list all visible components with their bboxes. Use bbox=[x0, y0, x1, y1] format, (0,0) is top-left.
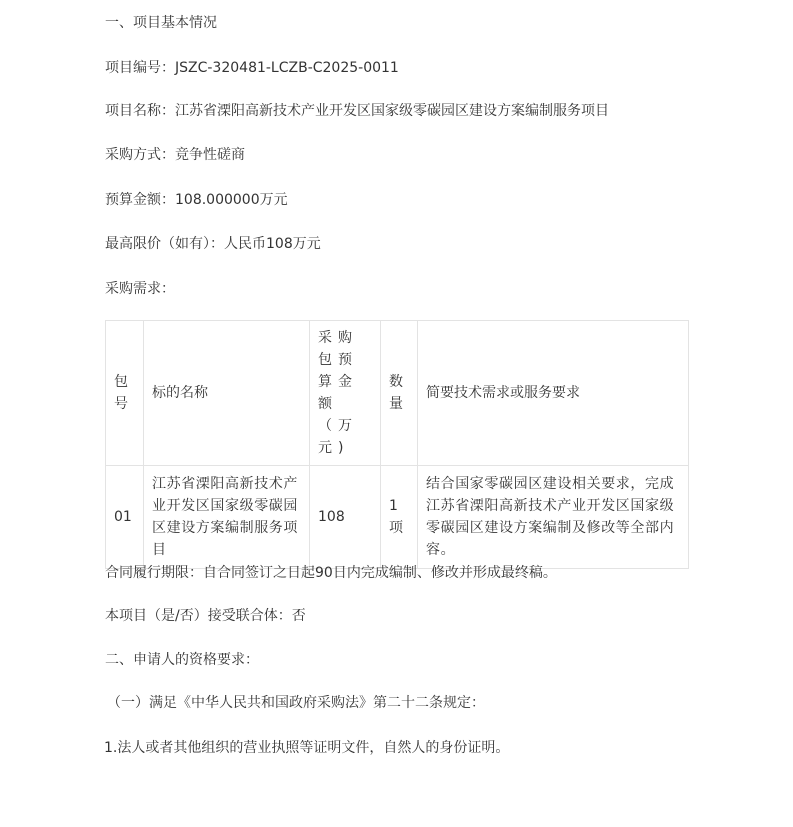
procurement-method-value: 竞争性磋商 bbox=[175, 147, 245, 163]
contract-period-value: 自合同签订之日起90日内完成编制、修改并形成最终稿。 bbox=[203, 565, 557, 581]
section1-heading: 一、项目基本情况 bbox=[105, 15, 217, 31]
consortium-value: 否 bbox=[291, 608, 306, 624]
header-item-name: 标的名称 bbox=[144, 321, 310, 466]
project-name-label: 项目名称： bbox=[105, 103, 175, 119]
cell-package-no: 01 bbox=[106, 466, 144, 569]
project-no-line bbox=[105, 58, 399, 78]
table-header-row bbox=[106, 321, 689, 466]
cell-budget: 108 bbox=[310, 466, 381, 569]
max-price-label: 最高限价（如有）： bbox=[105, 236, 224, 252]
section2-heading: 二、申请人的资格要求： bbox=[105, 652, 259, 668]
requirements-label: 采购需求： bbox=[105, 281, 175, 297]
project-name-value: 江苏省溧阳高新技术产业开发区国家级零碳园区建设方案编制服务项目 bbox=[175, 103, 609, 119]
consortium-label: 本项目（是/否）接受联合体： bbox=[105, 608, 292, 624]
header-quantity: 数量 bbox=[381, 321, 418, 466]
budget-value: 108.000000万元 bbox=[175, 192, 288, 208]
budget-line bbox=[105, 190, 288, 210]
budget-label: 预算金额： bbox=[105, 192, 175, 208]
contract-period-line bbox=[105, 563, 557, 583]
procurement-method-label: 采购方式： bbox=[105, 147, 175, 163]
header-requirements: 简要技术需求或服务要求 bbox=[418, 321, 689, 466]
max-price-value: 人民币108万元 bbox=[224, 236, 321, 252]
header-budget: 采购包预算金额（万元) bbox=[310, 321, 381, 466]
project-no-label: 项目编号： bbox=[105, 60, 175, 76]
cell-quantity: 1项 bbox=[381, 466, 418, 569]
section2-item1: 1.法人或者其他组织的营业执照等证明文件，自然人的身份证明。 bbox=[104, 740, 510, 756]
cell-item-name: 江苏省溧阳高新技术产业开发区国家级零碳园区建设方案编制服务项目 bbox=[144, 466, 310, 569]
consortium-line bbox=[105, 606, 306, 626]
requirements-table bbox=[105, 320, 689, 569]
header-package-no: 包号 bbox=[106, 321, 144, 466]
section2-sub1: （一）满足《中华人民共和国政府采购法》第二十二条规定： bbox=[107, 695, 485, 711]
contract-period-label: 合同履行期限： bbox=[105, 565, 203, 581]
cell-requirements: 结合国家零碳园区建设相关要求，完成江苏省溧阳高新技术产业开发区国家级零碳园区建设方案编制及修改等全部内容。 bbox=[418, 466, 689, 569]
table-row bbox=[106, 466, 689, 569]
max-price-line bbox=[105, 234, 321, 254]
procurement-method-line bbox=[105, 145, 245, 165]
project-no-value: JSZC-320481-LCZB-C2025-0011 bbox=[175, 60, 399, 76]
project-name-line bbox=[105, 101, 609, 121]
